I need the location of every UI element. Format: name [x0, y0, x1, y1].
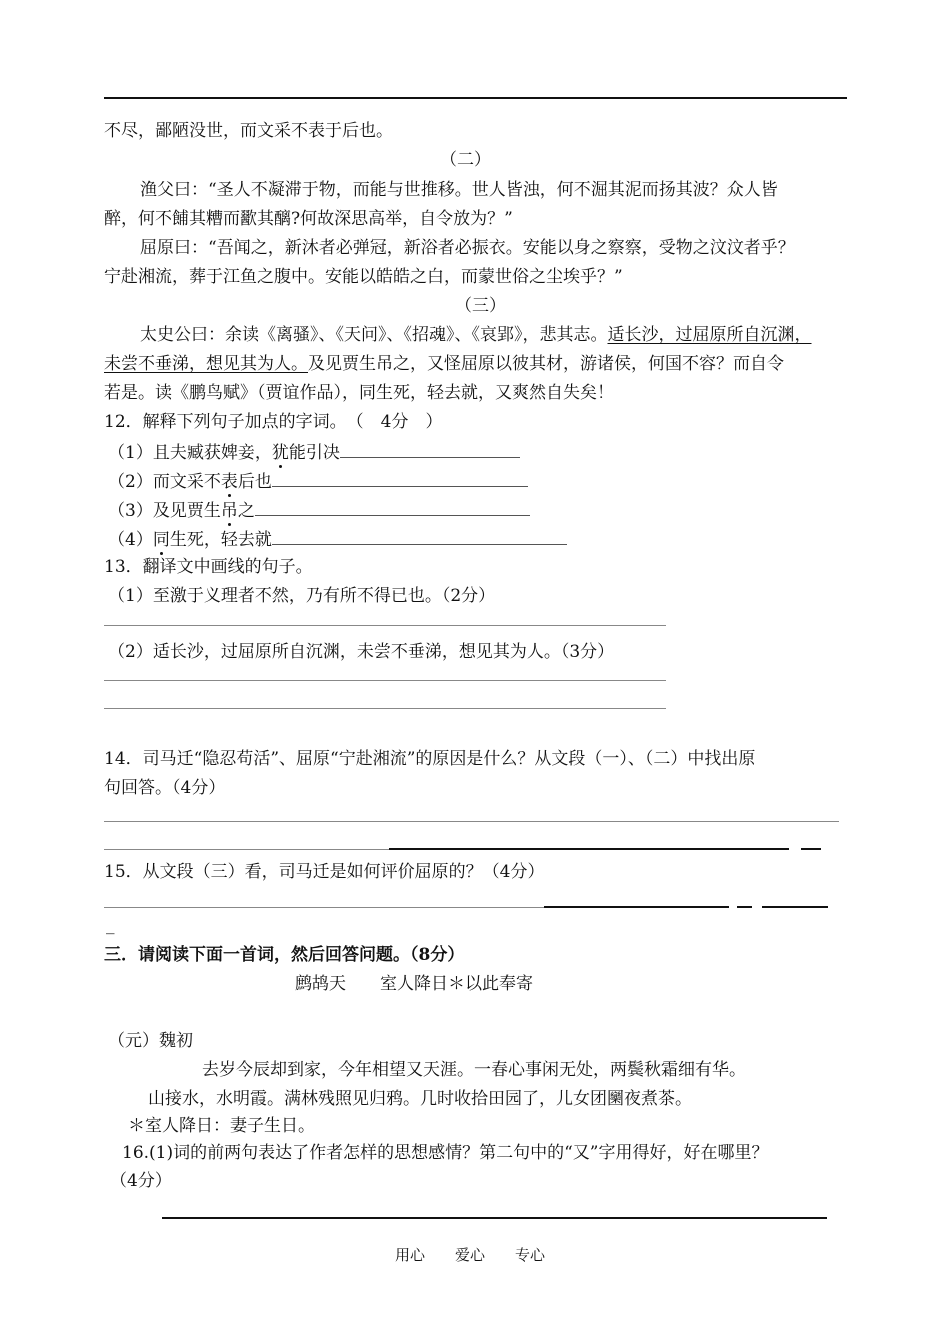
dotted-word: 吊 — [220, 501, 238, 521]
section-3-heading: 三．请阅读下面一首词，然后回答问题。（8分） — [104, 945, 465, 965]
question-16-stem-cont: （4分） — [110, 1171, 172, 1191]
answer-blank[interactable] — [272, 528, 567, 545]
passage-line: 不尽，鄙陋没世，而文采不表于后也。 — [104, 121, 393, 141]
underlined-sentence: 适长沙，过屈原所自沉渊， — [607, 325, 812, 345]
answer-line-solid[interactable] — [801, 848, 821, 850]
passage-line — [140, 325, 812, 345]
passage-text: 及见贾生吊之，又怪屈原以彼其材，游诸侯，何国不容？而自令 — [308, 354, 784, 374]
question-12-item — [108, 528, 567, 550]
poem-title: 鹧鸪天 室人降日＊以此奉寄 — [295, 974, 533, 994]
question-12-stem: 12．解释下列句子加点的字词。 （ 4分 ） — [104, 412, 443, 432]
answer-line[interactable] — [104, 625, 666, 626]
passage-line: 宁赴湘流，葬于江鱼之腹中。安能以皓皓之白，而蒙世俗之尘埃乎？” — [104, 267, 623, 287]
footer-rule — [162, 1217, 827, 1219]
answer-blank[interactable] — [255, 499, 530, 516]
item-text: 之 — [237, 501, 255, 521]
answer-line-solid[interactable] — [544, 906, 729, 908]
question-14-stem: 14．司马迁“隐忍苟活”、屈原“宁赴湘流”的原因是什么？从文段（一）、（二）中找出原 — [104, 749, 756, 769]
passage-line — [104, 354, 784, 374]
item-text: 生死，轻去就 — [169, 530, 272, 550]
poem-line: 山接水，水明霞。满林残照见归鸦。几时收拾田园了，儿女团圞夜煮茶。 — [148, 1089, 692, 1109]
answer-blank[interactable] — [272, 470, 528, 487]
item-text: （4） — [108, 530, 153, 550]
question-13-sentence-1: （1）至激于义理者不然，乃有所不得已也。（2分） — [108, 586, 496, 606]
item-text: （2）而文采不 — [108, 472, 221, 492]
question-13-sentence-2: （2）适长沙，过屈原所自沉渊，未尝不垂涕，想见其为人。（3分） — [108, 642, 615, 662]
passage-line: 醉，何不餔其糟而歠其醨?何故深思高举，自令放为？” — [104, 209, 513, 229]
answer-line[interactable] — [104, 821, 839, 822]
poem-line: 去岁今辰却到家，今年相望又天涯。一春心事闲无处，两鬓秋霜细有华。 — [202, 1060, 746, 1080]
answer-line-solid[interactable] — [762, 906, 828, 908]
answer-line-solid[interactable] — [389, 848, 789, 850]
stray-underscore: _ — [106, 915, 115, 935]
item-text: （1）且夫臧获婢妾， — [108, 443, 272, 463]
question-14-stem-cont: 句回答。（4分） — [104, 778, 226, 798]
dotted-word: 表 — [220, 472, 238, 492]
header-rule — [104, 97, 847, 99]
poem-author: （元）魏初 — [108, 1031, 193, 1051]
section-heading-3: （三） — [455, 296, 506, 316]
question-16-stem: 16.(1)词的前两句表达了作者怎样的思想感情？第二句中的“又”字用得好，好在哪里？ — [122, 1143, 769, 1163]
question-12-item — [108, 499, 530, 521]
passage-text: 太史公曰：余读《离骚》、《天问》、《招魂》、《哀郢》，悲其志。 — [140, 325, 608, 345]
underlined-sentence: 未尝不垂涕，想见其为人。 — [104, 354, 308, 374]
poem-note: ＊室人降日：妻子生日。 — [128, 1116, 315, 1136]
answer-line[interactable] — [104, 849, 389, 850]
question-12-item — [108, 470, 528, 492]
dotted-word: 同 — [152, 530, 170, 550]
footer-text: 用心 爱心 专心 — [395, 1246, 546, 1264]
passage-line: 屈原曰：“吾闻之，新沐者必弹冠，新浴者必振衣。安能以身之察察，受物之汶汶者乎？ — [140, 238, 795, 258]
question-15-stem: 15．从文段（三）看，司马迁是如何评价屈原的？（4分） — [104, 862, 545, 882]
question-12-item — [108, 441, 520, 463]
item-text: 后也 — [237, 472, 272, 492]
dotted-word: 犹 — [271, 443, 289, 463]
passage-line: 若是。读《鹏鸟赋》（贾谊作品），同生死，轻去就，又爽然自失矣！ — [104, 383, 614, 403]
answer-line[interactable] — [104, 907, 544, 908]
answer-blank[interactable] — [340, 441, 520, 458]
answer-line[interactable] — [104, 680, 666, 681]
answer-line-solid[interactable] — [737, 906, 752, 908]
question-13-stem: 13．翻译文中画线的句子。 — [104, 557, 313, 577]
item-text: 能引决 — [288, 443, 340, 463]
section-heading-2: （二） — [440, 150, 491, 170]
passage-line: 渔父曰：“圣人不凝滞于物，而能与世推移。世人皆浊，何不淈其泥而扬其波？众人皆 — [140, 180, 778, 200]
answer-line[interactable] — [104, 708, 666, 709]
item-text: （3）及见贾生 — [108, 501, 221, 521]
